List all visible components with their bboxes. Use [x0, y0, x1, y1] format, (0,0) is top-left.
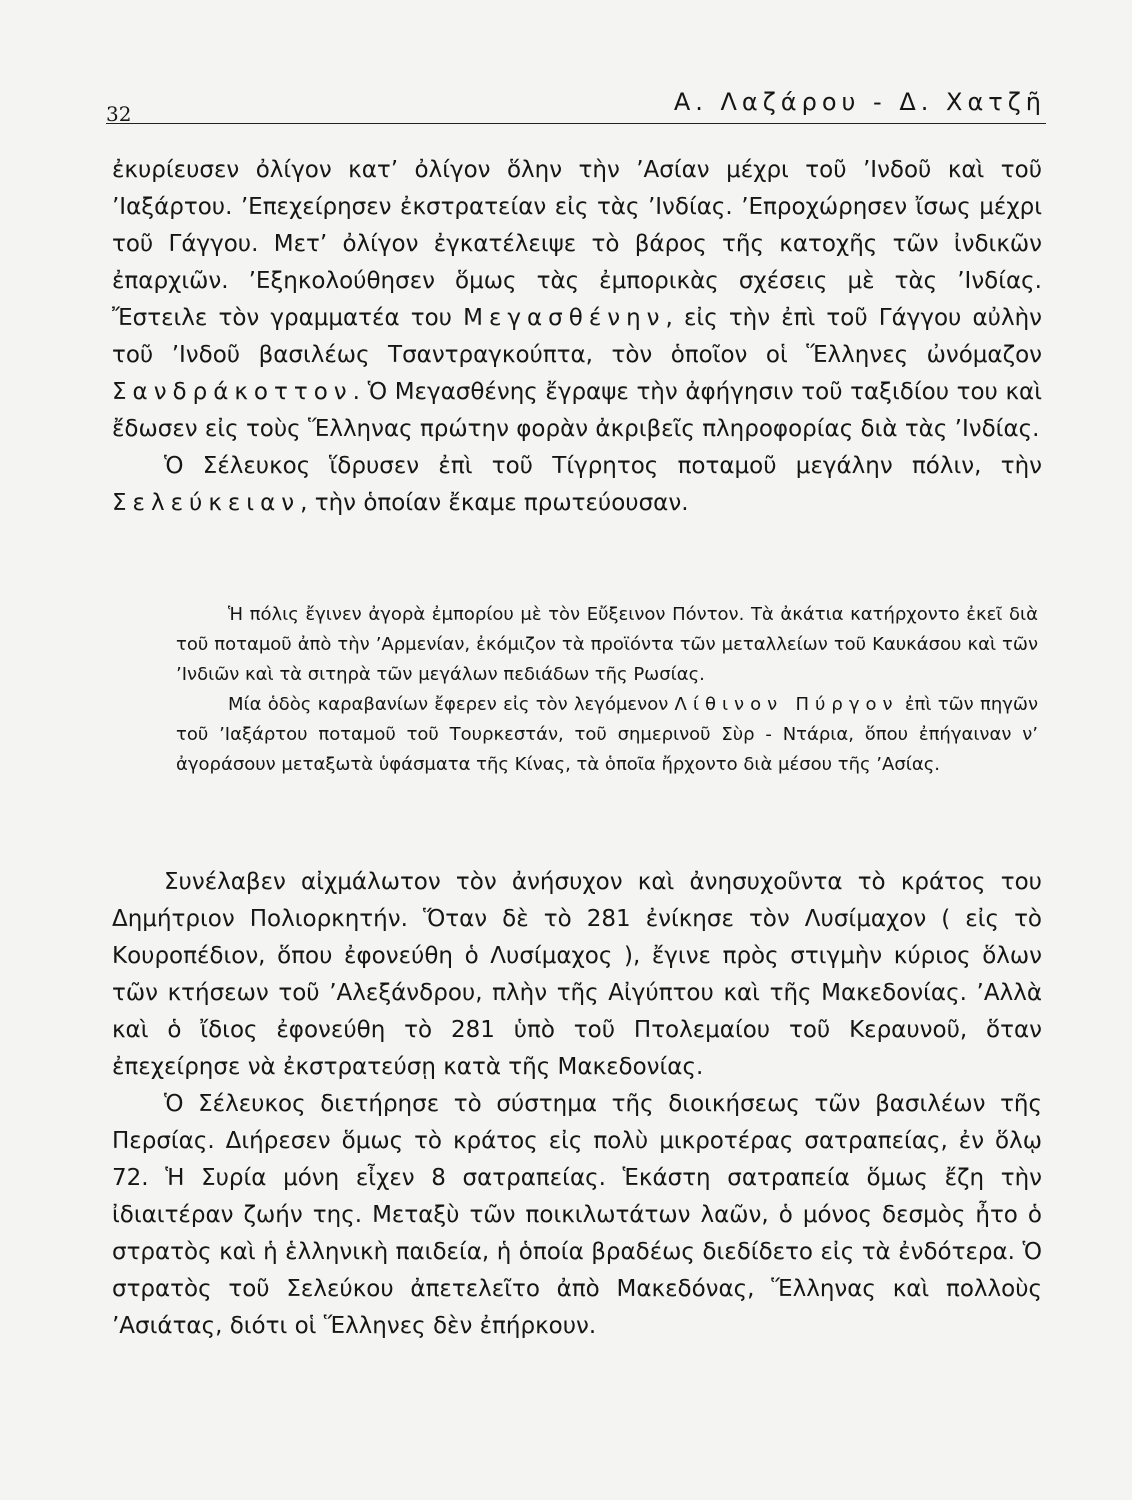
- paragraph-2-part-a: Ὁ Σέλευκος ἵδρυσεν ἐπὶ τοῦ Τίγρητος ποταμοῦ μεγάλην πόλιν, τὴν: [164, 453, 1042, 479]
- paragraph-1-part-c: , εἰς τὴν ἐπὶ τοῦ Γάγγου αὐλὴν τοῦ ’Ινδοῦ βασιλέως Τσαντραγκούπτα, τὸν ὁποῖον οἱ Ἕλληνες ὠνόμαζον: [112, 305, 1042, 368]
- paragraph-1-part-e: . Ὁ Μεγασθένης ἔγραψε τὴν ἀφήγησιν τοῦ ταξιδίου του καὶ ἔδωσεν εἰς τοὺς Ἕλληνας πρώτην φορὰν ἀκριβεῖς πληροφορίας διὰ τὰς ’Ινδίας.: [112, 379, 1042, 442]
- small-print-notes: [176, 600, 1038, 780]
- spaced-name-sandrakottos: Σανδράκοττον: [112, 379, 353, 405]
- paragraph-2: [112, 448, 1042, 522]
- page-header: [106, 88, 1046, 124]
- spaced-name-megasthenes: Μεγασθένην: [463, 305, 666, 331]
- paragraph-3: Συνέλαβεν αἰχμάλωτον τὸν ἀνήσυχον καὶ ἀνησυχοῦντα τὸ κράτος του Δημήτριον Πολιορκητήν. Ὅταν δὲ τὸ 281 ἐνίκησε τὸν Λυσίμαχον ( εἰς τὸ Κουροπέδιον, ὅπου ἐφονεύθη ὁ Λυσίμαχος ), ἔγινε πρὸς στιγμὴν κύριος ὅλων τῶν κτήσεων τοῦ ’Αλεξάνδρου, πλὴν τῆς Αἰγύπτου καὶ τῆς Μακεδονίας. ’Αλλὰ καὶ ὁ ἴδιος ἐφονεύθη τὸ 281 ὑπὸ τοῦ Πτολεμαίου τοῦ Κεραυνοῦ, ὅταν ἐπεχείρησε νὰ ἐκστρατεύσῃ κατὰ τῆς Μακεδονίας.: [112, 869, 1042, 1080]
- header-rule: [106, 123, 1046, 124]
- note-2: [176, 690, 1038, 780]
- paragraph-4: Ὁ Σέλευκος διετήρησε τὸ σύστημα τῆς διοικήσεως τῶν βασιλέων τῆς Περσίας. Διήρεσεν ὅμως τὸ κράτος εἰς πολὺ μικροτέρας σατραπείας, ἐν ὅλῳ 72. Ἡ Συρία μόνη εἶχεν 8 σατραπείας. Ἑκάστη σατραπεία ὅμως ἔζη τὴν ἰδιαιτέραν ζωήν της. Μεταξὺ τῶν ποικιλωτάτων λαῶν, ὁ μόνος δεσμὸς ἦτο ὁ στρατὸς καὶ ἡ ἑλληνικὴ παιδεία, ἡ ὁποία βραδέως διεδίδετο εἰς τὰ ἐνδότερα. Ὁ στρατὸς τοῦ Σελεύκου ἀπετελεῖτο ἀπὸ Μακεδόνας, Ἕλληνας καὶ πολλοὺς ’Ασιάτας, διότι οἱ Ἕλληνες δὲν ἐπήρκουν.: [112, 1091, 1042, 1339]
- main-text-bottom: [112, 864, 1042, 1345]
- note-2-part-a: Μία ὁδὸς καραβανίων ἔφερεν εἰς τὸν λεγόμενον: [228, 694, 669, 715]
- note-1: Ἡ πόλις ἔγινεν ἀγορὰ ἐμπορίου μὲ τὸν Εὔξεινον Πόντον. Τὰ ἀκάτια κατήρχοντο ἐκεῖ διὰ τοῦ ποταμοῦ ἀπὸ τὴν ’Αρμενίαν, ἐκόμιζον τὰ προϊόντα τῶν μεταλλείων τοῦ Καυκάσου καὶ τῶν ’Ινδιῶν καὶ τὰ σιτηρὰ τῶν μεγάλων πεδιάδων τῆς Ρωσίας.: [176, 604, 1038, 685]
- page-number: 32: [106, 102, 132, 126]
- running-head: Α. Λαζάρου - Δ. Χατζῆ: [673, 88, 1046, 116]
- main-text-top: [112, 152, 1042, 522]
- paragraph-1: [112, 152, 1042, 448]
- spaced-name-lithinos-pyrgos: Λίθινον Πύργον: [674, 694, 899, 715]
- spaced-name-seleukeia: Σελεύκειαν: [112, 490, 301, 516]
- paragraph-1-part-a: ἐκυρίευσεν ὀλίγον κατ’ ὀλίγον ὅλην τὴν ’Ασίαν μέχρι τοῦ ’Ινδοῦ καὶ τοῦ ’Ιαξάρτου. ’Επεχείρησεν ἐκστρατείαν εἰς τὰς ’Ινδίας. ’Επροχώρησεν ἴσως μέχρι τοῦ Γάγγου. Μετ’ ὀλίγον ἐγκατέλειψε τὸ βάρος τῆς κατοχῆς τῶν ἰνδικῶν ἐπαρχιῶν. ’Εξηκολούθησεν ὅμως τὰς ἐμπορικὰς σχέσεις μὲ τὰς ’Ινδίας. Ἔστειλε τὸν γραμματέα του: [112, 157, 1042, 331]
- paragraph-2-part-c: , τὴν ὁποίαν ἔκαμε πρωτεύουσαν.: [300, 490, 689, 516]
- note-2-part-c: ἐπὶ τῶν πηγῶν τοῦ ’Ιαξάρτου ποταμοῦ τοῦ Τουρκεστάν, τοῦ σημερινοῦ Σὺρ - Ντάρια, ὅπου ἐπήγαιναν ν’ ἀγοράσουν μεταξωτὰ ὑφάσματα τῆς Κίνας, τὰ ὁποῖα ἤρχοντο διὰ μέσου τῆς ’Ασίας.: [176, 694, 1039, 775]
